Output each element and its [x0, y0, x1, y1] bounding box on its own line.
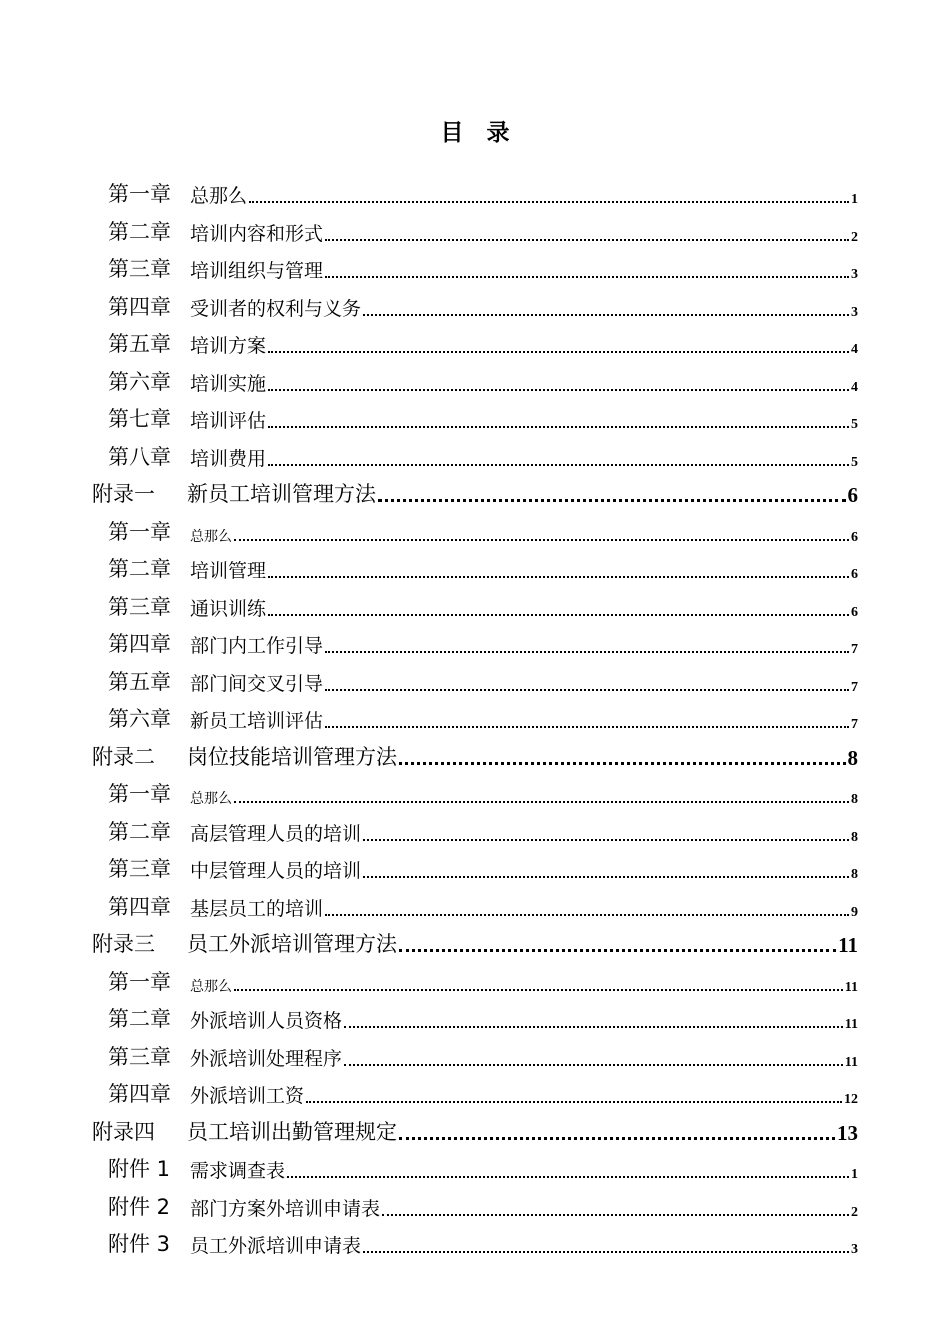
- toc-chapter-entry[interactable]: [108, 778, 858, 808]
- toc-dot-leader: [363, 876, 849, 878]
- toc-dot-leader: [325, 651, 849, 653]
- toc-page-number: 4: [851, 379, 858, 395]
- toc-dot-leader: [325, 689, 849, 691]
- toc-dot-leader: [399, 1137, 835, 1140]
- toc-page-number: 5: [851, 417, 858, 432]
- toc-entry-number: 第五章: [108, 669, 171, 694]
- toc-page-number: 3: [851, 267, 858, 282]
- toc-dot-leader: [249, 201, 849, 203]
- toc-page-number: 8: [847, 745, 858, 770]
- toc-page-number: 8: [851, 792, 858, 807]
- toc-chapter-entry[interactable]: [108, 1153, 858, 1183]
- toc-dot-leader: [344, 1026, 843, 1028]
- toc-entry-title: 受训者的权利与义务: [190, 297, 362, 320]
- toc-dot-leader: [268, 389, 849, 391]
- toc-entry-title: 中层管理人员的培训: [190, 860, 362, 882]
- toc-entry-number: 第三章: [108, 594, 171, 619]
- toc-entry-title: 新员工培训管理方法: [187, 482, 376, 506]
- toc-entry-number: 第五章: [108, 332, 171, 356]
- toc-chapter-entry[interactable]: [108, 1078, 858, 1108]
- toc-entry-title: 员工外派培训管理方法: [187, 932, 397, 956]
- toc-dot-leader: [399, 762, 846, 765]
- toc-chapter-entry[interactable]: [108, 253, 858, 283]
- toc-chapter-entry[interactable]: [108, 966, 858, 996]
- toc-entry-number: 附件 3: [108, 1232, 171, 1256]
- toc-appendix-entry[interactable]: [92, 478, 858, 508]
- toc-entry-number: 第二章: [108, 219, 171, 244]
- toc-chapter-entry[interactable]: [108, 553, 858, 583]
- toc-chapter-entry[interactable]: [108, 1041, 858, 1071]
- toc-chapter-entry[interactable]: [108, 1003, 858, 1033]
- toc-entry-title: 员工外派培训申请表: [190, 1235, 362, 1257]
- toc-entry-number: 附录三: [92, 932, 155, 956]
- toc-entry-title: 通识训练: [190, 597, 267, 620]
- toc-dot-leader: [363, 1251, 849, 1253]
- toc-dot-leader: [234, 539, 849, 541]
- toc-chapter-entry[interactable]: [108, 328, 858, 358]
- toc-page-number: 11: [844, 1017, 858, 1032]
- toc-chapter-entry[interactable]: [108, 1191, 858, 1221]
- toc-dot-leader: [363, 314, 849, 316]
- toc-entry-title: 培训管理: [190, 560, 267, 582]
- toc-entry-title: 新员工培训评估: [190, 710, 324, 732]
- toc-entry-number: 第三章: [108, 857, 171, 881]
- toc-entry-title: 培训内容和形式: [190, 222, 324, 245]
- toc-entry-title: 总那么: [190, 528, 232, 545]
- toc-page-number: 6: [851, 529, 858, 545]
- toc-dot-leader: [382, 1214, 849, 1216]
- toc-entry-title: 基层员工的培训: [190, 897, 324, 920]
- toc-dot-leader: [268, 426, 849, 428]
- toc-entry-number: 第一章: [108, 182, 171, 206]
- toc-dot-leader: [325, 276, 849, 278]
- toc-page-number: 11: [838, 933, 858, 957]
- toc-chapter-entry[interactable]: [108, 591, 858, 621]
- toc-entry-number: 第三章: [108, 257, 171, 281]
- toc-entry-title: 总那么: [190, 185, 248, 207]
- toc-entry-number: 附录二: [92, 744, 155, 769]
- toc-chapter-entry[interactable]: [108, 1228, 858, 1258]
- toc-entry-number: 第四章: [108, 294, 171, 319]
- toc-page-number: 2: [851, 1204, 858, 1220]
- toc-entry-title: 岗位技能培训管理方法: [187, 744, 397, 769]
- toc-entry-number: 第四章: [108, 894, 171, 919]
- toc-page-number: 3: [851, 1242, 858, 1257]
- toc-title: 目 录: [440, 120, 510, 146]
- toc-entry-title: 培训组织与管理: [190, 260, 324, 282]
- toc-entry-number: 第二章: [108, 1007, 171, 1031]
- toc-dot-leader: [268, 576, 849, 578]
- toc-page-number: 11: [844, 1054, 858, 1070]
- toc-chapter-entry[interactable]: [108, 666, 858, 696]
- toc-appendix-entry[interactable]: [92, 1116, 858, 1146]
- toc-entry-number: 第六章: [108, 369, 171, 394]
- toc-dot-leader: [325, 914, 849, 916]
- toc-entry-title: 总那么: [190, 791, 232, 807]
- toc-entry-number: 第一章: [108, 969, 171, 994]
- toc-entry-number: 第一章: [108, 782, 171, 806]
- toc-entry-number: 附录四: [92, 1119, 155, 1144]
- toc-entry-title: 培训费用: [190, 447, 267, 470]
- toc-page-number: 6: [851, 567, 858, 582]
- toc-dot-leader: [363, 839, 849, 841]
- toc-entry-number: 附件 1: [108, 1157, 171, 1181]
- toc-page-number: 5: [851, 454, 858, 470]
- toc-page-number: 7: [851, 679, 858, 695]
- toc-page-number: 1: [851, 192, 858, 207]
- toc-entry-title: 培训方案: [190, 335, 267, 357]
- toc-dot-leader: [306, 1101, 842, 1103]
- toc-entry-number: 第四章: [108, 1082, 171, 1106]
- toc-chapter-entry[interactable]: [108, 403, 858, 433]
- toc-dot-leader: [399, 949, 836, 952]
- toc-chapter-entry[interactable]: [108, 816, 858, 846]
- toc-page-number: 8: [851, 829, 858, 845]
- toc-dot-leader: [325, 239, 849, 241]
- toc-page-number: 12: [844, 1092, 858, 1107]
- toc-entry-title: 需求调查表: [190, 1160, 286, 1182]
- toc-chapter-entry[interactable]: [108, 853, 858, 883]
- toc-chapter-entry[interactable]: [108, 366, 858, 396]
- toc-chapter-entry[interactable]: [108, 703, 858, 733]
- toc-entry-number: 附录一: [92, 482, 155, 506]
- toc-entry-title: 培训实施: [190, 372, 267, 395]
- toc-chapter-entry[interactable]: [108, 291, 858, 321]
- toc-entry-number: 第二章: [108, 819, 171, 844]
- toc-chapter-entry[interactable]: [108, 178, 858, 208]
- toc-dot-leader: [234, 801, 849, 803]
- toc-entry-title: 部门内工作引导: [190, 635, 324, 657]
- toc-dot-leader: [268, 351, 849, 353]
- toc-entry-number: 第四章: [108, 632, 171, 656]
- toc-page-number: 6: [851, 604, 858, 620]
- toc-entry-number: 第八章: [108, 444, 171, 469]
- toc-page-number: 9: [851, 904, 858, 920]
- toc-entry-title: 外派培训工资: [190, 1085, 305, 1107]
- toc-entry-number: 第六章: [108, 707, 171, 731]
- toc-entry-title: 外派培训处理程序: [190, 1047, 343, 1070]
- toc-chapter-entry[interactable]: [108, 441, 858, 471]
- toc-page-number: 3: [851, 304, 858, 320]
- toc-chapter-entry[interactable]: [108, 628, 858, 658]
- toc-page-number: 8: [851, 867, 858, 882]
- toc-page-number: 7: [851, 642, 858, 657]
- toc-chapter-entry[interactable]: [108, 891, 858, 921]
- toc-dot-leader: [378, 499, 846, 502]
- toc-appendix-entry[interactable]: [92, 928, 858, 958]
- toc-chapter-entry[interactable]: [108, 516, 858, 546]
- toc-entry-title: 总那么: [190, 978, 232, 995]
- toc-dot-leader: [234, 989, 843, 991]
- toc-entry-title: 外派培训人员资格: [190, 1010, 343, 1032]
- toc-page-number: 11: [844, 979, 858, 995]
- toc-dot-leader: [325, 726, 849, 728]
- toc-entry-title: 员工培训出勤管理规定: [187, 1119, 397, 1144]
- toc-entry-number: 附件 2: [108, 1194, 171, 1219]
- toc-appendix-entry[interactable]: [92, 741, 858, 771]
- toc-dot-leader: [287, 1176, 849, 1178]
- toc-chapter-entry[interactable]: [108, 216, 858, 246]
- toc-dot-leader: [268, 614, 849, 616]
- toc-page-number: 2: [851, 229, 858, 245]
- toc-entry-number: 第七章: [108, 407, 171, 431]
- toc-entry-title: 高层管理人员的培训: [190, 822, 362, 845]
- toc-page-number: 6: [847, 483, 858, 507]
- toc-entry-title: 部门方案外培训申请表: [190, 1197, 381, 1220]
- toc-entry-title: 部门间交叉引导: [190, 672, 324, 695]
- toc-page-number: 7: [851, 717, 858, 732]
- toc-dot-leader: [344, 1064, 843, 1066]
- toc-entry-title: 培训评估: [190, 410, 267, 432]
- toc-dot-leader: [268, 464, 849, 466]
- toc-page-number: 13: [837, 1120, 858, 1145]
- toc-entry-number: 第二章: [108, 557, 171, 581]
- toc-entry-number: 第一章: [108, 519, 171, 544]
- toc-page-number: 1: [851, 1167, 858, 1182]
- toc-entry-number: 第三章: [108, 1044, 171, 1069]
- toc-page-number: 4: [851, 342, 858, 357]
